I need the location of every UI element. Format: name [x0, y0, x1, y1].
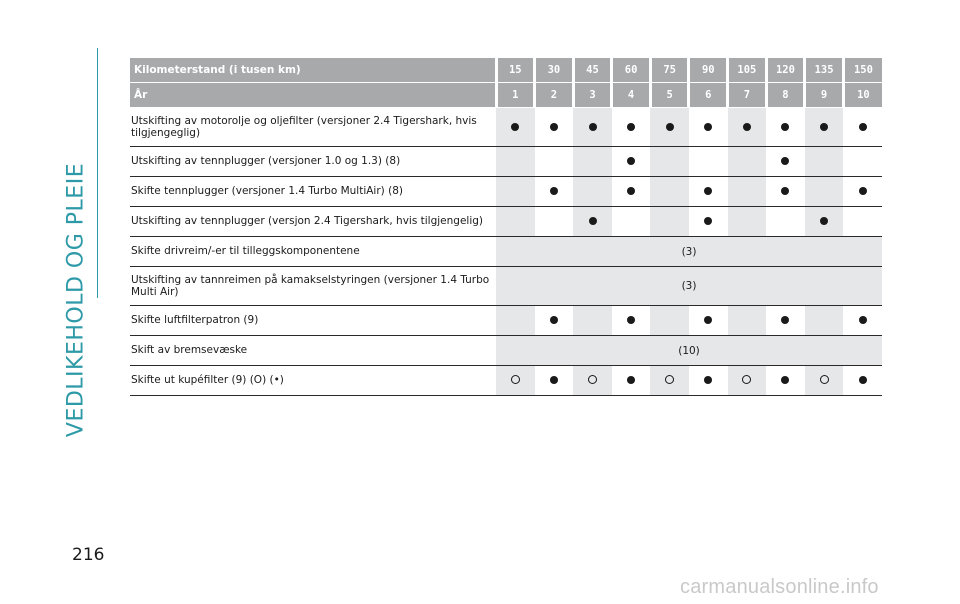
- schedule-row: [130, 306, 882, 336]
- filled-dot-icon: [704, 316, 712, 324]
- filled-dot-icon: [820, 217, 828, 225]
- operation-label: Skifte luftfilterpatron (9): [130, 306, 496, 336]
- interval-cell: [612, 147, 651, 177]
- interval-cell: [689, 108, 728, 147]
- filled-dot-icon: [550, 187, 558, 195]
- header-year-value: 7: [728, 83, 767, 108]
- interval-cell: [728, 147, 767, 177]
- filled-dot-icon: [704, 187, 712, 195]
- interval-note: (3): [496, 267, 882, 306]
- filled-dot-icon: [859, 376, 867, 384]
- interval-cell: [650, 177, 689, 207]
- interval-cell: [612, 177, 651, 207]
- filled-dot-icon: [781, 187, 789, 195]
- hollow-circle-icon: [588, 375, 597, 384]
- filled-dot-icon: [627, 316, 635, 324]
- section-title-rule: [97, 48, 98, 298]
- interval-cell: [766, 207, 805, 237]
- interval-cell: [496, 108, 535, 147]
- interval-cell: [535, 177, 574, 207]
- header-year-value: 9: [805, 83, 844, 108]
- filled-dot-icon: [859, 187, 867, 195]
- interval-cell: [496, 306, 535, 336]
- schedule-row: [130, 237, 882, 267]
- interval-cell: [689, 177, 728, 207]
- filled-dot-icon: [627, 187, 635, 195]
- maintenance-schedule-table: [130, 58, 882, 396]
- operation-label: Skifte drivreim/-er til tilleggskomponentene: [130, 237, 496, 267]
- schedule-row: [130, 177, 882, 207]
- interval-cell: [728, 177, 767, 207]
- operation-label: Skifte ut kupéfilter (9) (O) (•): [130, 366, 496, 396]
- header-km-value: 45: [573, 58, 612, 83]
- header-km-value: 150: [843, 58, 882, 83]
- interval-cell: [843, 177, 882, 207]
- interval-cell: [612, 366, 651, 396]
- operation-label: Utskifting av tannreimen på kamakselstyringen (versjoner 1.4 Turbo Multi Air): [130, 267, 496, 306]
- interval-cell: [843, 306, 882, 336]
- schedule-row: [130, 207, 882, 237]
- filled-dot-icon: [589, 217, 597, 225]
- header-row-year: [130, 83, 882, 108]
- filled-dot-icon: [627, 123, 635, 131]
- filled-dot-icon: [589, 123, 597, 131]
- header-km-value: 15: [496, 58, 535, 83]
- filled-dot-icon: [550, 123, 558, 131]
- hollow-circle-icon: [742, 375, 751, 384]
- interval-cell: [843, 108, 882, 147]
- interval-cell: [766, 306, 805, 336]
- header-km-value: 135: [805, 58, 844, 83]
- interval-note: (10): [496, 336, 882, 366]
- filled-dot-icon: [820, 123, 828, 131]
- header-km-value: 60: [612, 58, 651, 83]
- interval-cell: [805, 147, 844, 177]
- filled-dot-icon: [550, 376, 558, 384]
- interval-cell: [728, 108, 767, 147]
- header-year-value: 8: [766, 83, 805, 108]
- schedule-body: [130, 108, 882, 396]
- filled-dot-icon: [704, 217, 712, 225]
- filled-dot-icon: [859, 123, 867, 131]
- header-year-value: 6: [689, 83, 728, 108]
- interval-cell: [496, 147, 535, 177]
- filled-dot-icon: [781, 157, 789, 165]
- interval-cell: [573, 207, 612, 237]
- filled-dot-icon: [550, 316, 558, 324]
- header-km-value: 30: [535, 58, 574, 83]
- operation-label: Utskifting av tennplugger (versjon 2.4 Tigershark, hvis tilgjengelig): [130, 207, 496, 237]
- interval-note: (3): [496, 237, 882, 267]
- header-km-value: 75: [650, 58, 689, 83]
- interval-cell: [689, 207, 728, 237]
- interval-cell: [573, 147, 612, 177]
- schedule-row: [130, 108, 882, 147]
- hollow-circle-icon: [665, 375, 674, 384]
- header-year-value: 1: [496, 83, 535, 108]
- schedule-row: [130, 336, 882, 366]
- interval-cell: [573, 108, 612, 147]
- interval-cell: [843, 147, 882, 177]
- header-year-value: 5: [650, 83, 689, 108]
- filled-dot-icon: [781, 316, 789, 324]
- interval-cell: [612, 108, 651, 147]
- operation-label: Utskifting av motorolje og oljefilter (versjoner 2.4 Tigershark, hvis tilgjengeglig): [130, 108, 496, 147]
- filled-dot-icon: [666, 123, 674, 131]
- interval-cell: [650, 108, 689, 147]
- filled-dot-icon: [704, 376, 712, 384]
- interval-cell: [689, 306, 728, 336]
- interval-cell: [805, 207, 844, 237]
- header-row-km: [130, 58, 882, 83]
- interval-cell: [728, 207, 767, 237]
- header-km-value: 120: [766, 58, 805, 83]
- filled-dot-icon: [781, 123, 789, 131]
- interval-cell: [496, 177, 535, 207]
- interval-cell: [843, 207, 882, 237]
- header-year-value: 4: [612, 83, 651, 108]
- header-year-value: 10: [843, 83, 882, 108]
- operation-label: Utskifting av tennplugger (versjoner 1.0 og 1.3) (8): [130, 147, 496, 177]
- interval-cell: [650, 366, 689, 396]
- interval-cell: [612, 306, 651, 336]
- interval-cell: [573, 177, 612, 207]
- header-km-value: 105: [728, 58, 767, 83]
- schedule-row: [130, 267, 882, 306]
- filled-dot-icon: [511, 123, 519, 131]
- watermark: carmanualsonline.info: [680, 576, 879, 598]
- interval-cell: [766, 147, 805, 177]
- filled-dot-icon: [859, 316, 867, 324]
- header-year-value: 2: [535, 83, 574, 108]
- section-title: VEDLIKEHOLD OG PLEIE: [63, 162, 89, 438]
- interval-cell: [805, 306, 844, 336]
- interval-cell: [650, 306, 689, 336]
- filled-dot-icon: [704, 123, 712, 131]
- operation-label: Skifte tennplugger (versjoner 1.4 Turbo MultiAir) (8): [130, 177, 496, 207]
- interval-cell: [535, 207, 574, 237]
- interval-cell: [535, 366, 574, 396]
- header-year-value: 3: [573, 83, 612, 108]
- interval-cell: [805, 108, 844, 147]
- interval-cell: [573, 366, 612, 396]
- header-km-value: 90: [689, 58, 728, 83]
- filled-dot-icon: [781, 376, 789, 384]
- filled-dot-icon: [743, 123, 751, 131]
- schedule-row: [130, 366, 882, 396]
- interval-cell: [689, 147, 728, 177]
- interval-cell: [535, 147, 574, 177]
- interval-cell: [766, 108, 805, 147]
- interval-cell: [805, 366, 844, 396]
- operation-label: Skift av bremsevæske: [130, 336, 496, 366]
- filled-dot-icon: [627, 376, 635, 384]
- interval-cell: [728, 306, 767, 336]
- header-km-label: Kilometerstand (i tusen km): [130, 58, 496, 83]
- interval-cell: [612, 207, 651, 237]
- hollow-circle-icon: [511, 375, 520, 384]
- interval-cell: [650, 207, 689, 237]
- interval-cell: [805, 177, 844, 207]
- interval-cell: [650, 147, 689, 177]
- interval-cell: [573, 306, 612, 336]
- interval-cell: [766, 177, 805, 207]
- interval-cell: [766, 366, 805, 396]
- filled-dot-icon: [627, 157, 635, 165]
- interval-cell: [496, 366, 535, 396]
- interval-cell: [843, 366, 882, 396]
- interval-cell: [689, 366, 728, 396]
- hollow-circle-icon: [820, 375, 829, 384]
- schedule-row: [130, 147, 882, 177]
- interval-cell: [728, 366, 767, 396]
- interval-cell: [535, 108, 574, 147]
- page-number: 216: [72, 545, 105, 565]
- header-year-label: År: [130, 83, 496, 108]
- interval-cell: [535, 306, 574, 336]
- interval-cell: [496, 207, 535, 237]
